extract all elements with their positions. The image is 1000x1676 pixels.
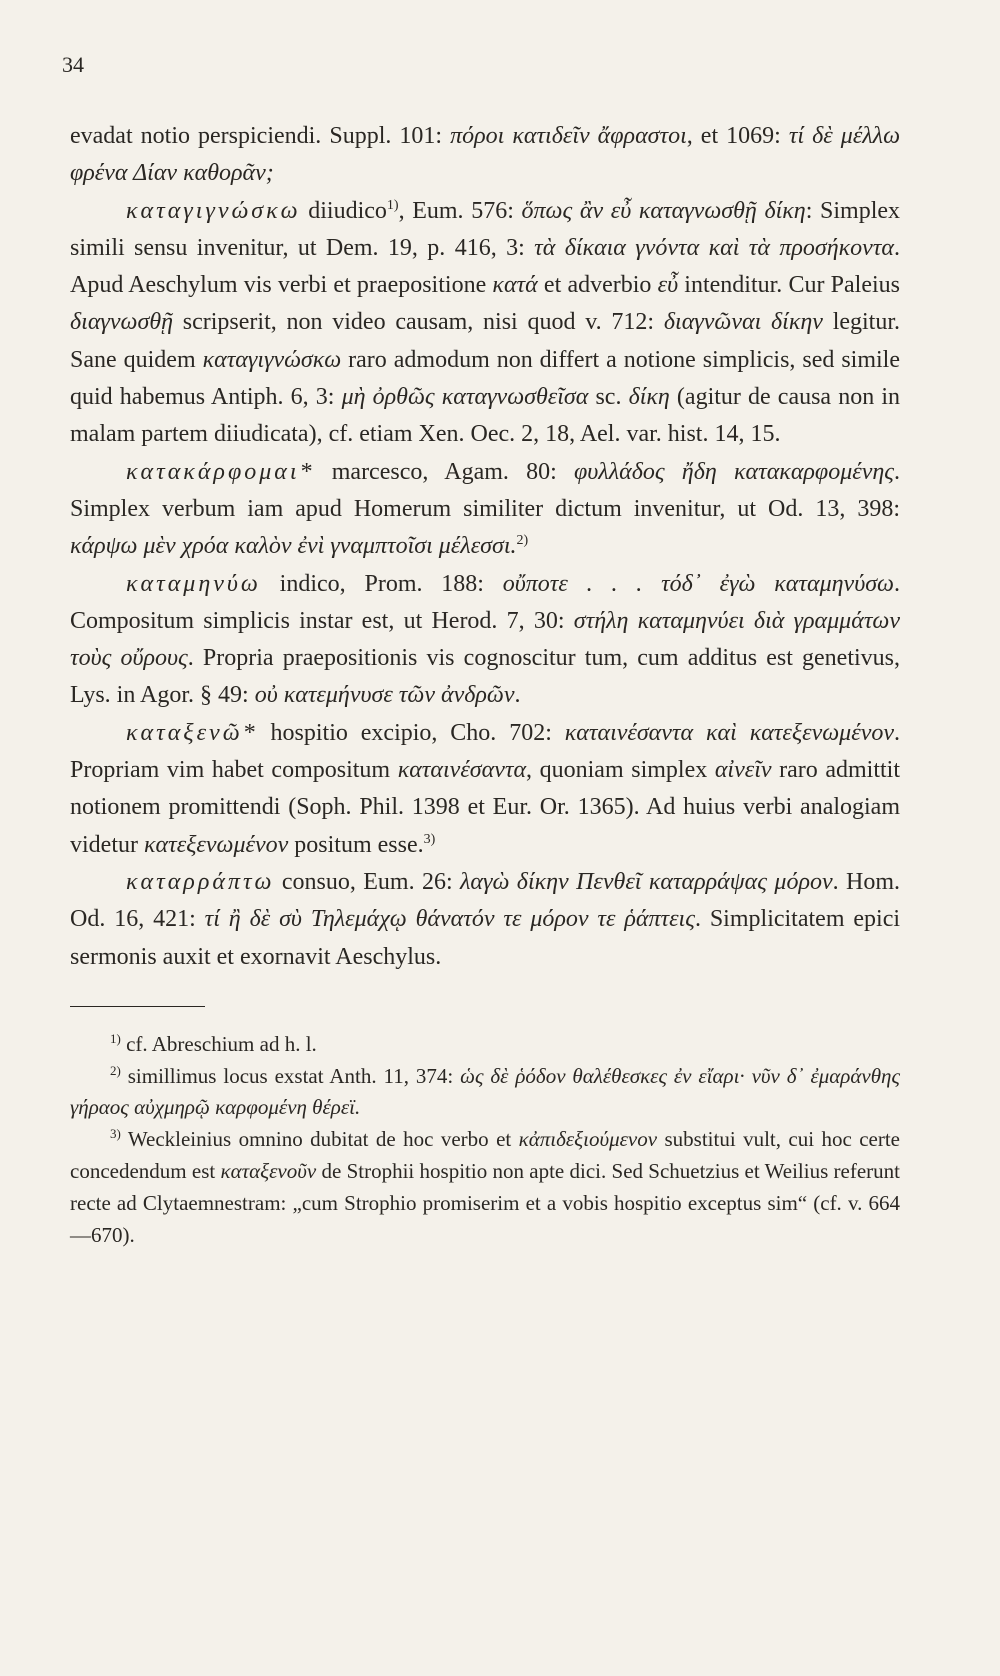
greek-quotation: καταξενοῦν xyxy=(220,1159,317,1184)
text-run: , quoniam simplex xyxy=(526,757,715,784)
footnote-rule xyxy=(70,1006,205,1007)
greek-quotation: λαγὼ δίκην Πενθεῖ καταρράψας μόρον xyxy=(460,868,833,895)
greek-quotation: οὐ κατεμήνυσε τῶν ἀνδρῶν xyxy=(254,682,515,709)
entry-katamenyo xyxy=(70,566,900,715)
greek-quotation: καταινέσαντα xyxy=(397,757,527,784)
text-run: de Strophii hospitio non apte dici. Sed Schuetzius et Weilius referunt recte ad Clytaemnestram: „cum Strophio promiserim et a vobis hospitio exceptus sim“ (cf. v. 664—670). xyxy=(70,1159,900,1247)
text-run: consuo, Eum. 26: xyxy=(274,868,461,895)
page-number: 34 xyxy=(62,52,84,77)
text-run: : Simplex simili sensu invenitur, ut Dem. 19, p. 416, 3: xyxy=(70,197,901,261)
text-run: marcesco, Agam. 80: xyxy=(314,458,575,485)
greek-quotation: τὰ δίκαια γνόντα καὶ τὰ προσήκοντα xyxy=(534,234,894,261)
text-run: , Eum. 576: xyxy=(398,197,522,224)
footnote-marker: 2) xyxy=(516,533,529,549)
greek-quotation: ὡς δὲ ῥόδον θαλέθεσκες ἐν εἴαρι· νῦν δ᾽ ἐμαράνθης γήραος αὐχμηρῷ καρφομένη θέρεϊ. xyxy=(70,1063,900,1120)
text-run: . Apud Aeschylum vis verbi et praepositione xyxy=(70,234,900,299)
text-run: . Simplex verbum iam apud Homerum similiter dictum invenitur, ut Od. 13, 398: xyxy=(70,458,901,522)
paragraph-continuation xyxy=(70,118,900,193)
text-run: . Propriam vim habet compositum xyxy=(70,719,900,784)
greek-quotation: διαγνῶναι δίκην xyxy=(663,309,823,336)
text-run: diiudico xyxy=(300,197,387,224)
greek-quotation: φυλλάδος ἤδη κατακαρφομένης xyxy=(574,458,895,485)
text-run: sc. xyxy=(588,384,629,411)
text-run: raro admodum non differt a notione simplicis, sed simile quid habemus Antiph. 6, 3: xyxy=(70,346,901,411)
text-run: . Simplicitatem epici sermonis auxit et exornavit Aeschylus. xyxy=(70,906,901,970)
greek-quotation: ὅπως ἂν εὖ καταγνωσθῇ δίκη xyxy=(521,197,806,224)
greek-quotation: αἰνεῖν xyxy=(714,757,772,784)
footnote-1 xyxy=(70,1029,900,1061)
text-run: simillimus locus exstat Anth. 11, 374: xyxy=(120,1063,461,1088)
greek-quotation: τί ἢ δὲ σὺ Τηλεμάχῳ θάνατόν τε μόρον τε ῥάπτεις xyxy=(204,906,695,933)
greek-quotation: τί δὲ μέλλω φρένα Δίαν καθορᾶν; xyxy=(70,123,901,187)
greek-quotation: εὖ xyxy=(657,272,679,299)
text-run: positum esse. xyxy=(288,831,424,858)
greek-quotation: διαγνωσθῇ xyxy=(70,309,174,336)
text-run: hospitio excipio, Cho. 702: xyxy=(257,719,565,746)
text-run: . Propria praepositionis vis cognoscitur tum, cum additus est genetivus, Lys. in Agor. § 49: xyxy=(70,645,900,709)
text-run: . Compositum simplicis instar est, ut Herod. 7, 30: xyxy=(70,570,900,634)
footnote-number: 2) xyxy=(110,1062,121,1078)
greek-quotation: καταινέσαντα καὶ κατεξενωμένον xyxy=(564,719,894,746)
lemma-headword: καταμηνύω xyxy=(126,570,261,597)
text-run: , et 1069: xyxy=(686,123,789,149)
greek-quotation: κάρψω μὲν χρόα καλὸν ἐνὶ γναμπτοῖσι μέλεσσι. xyxy=(70,533,517,560)
text-run: raro admittit notionem promittendi (Soph. Phil. 1398 et Eur. Or. 1365). Ad huius verbi analogiam videtur xyxy=(70,757,901,858)
main-text xyxy=(70,118,900,976)
text-run: . xyxy=(514,682,521,709)
entry-kataxeno xyxy=(70,715,900,864)
footnote-2 xyxy=(70,1061,900,1125)
text-run: . Hom. Od. 16, 421: xyxy=(70,868,901,933)
text-run: (agitur de causa non in malam partem diiudicata), cf. etiam Xen. Oec. 2, 18, Ael. var. hist. 14, 15. xyxy=(70,384,900,448)
text-run: scripserit, non video causam, nisi quod v. 712: xyxy=(173,309,664,336)
greek-quotation: μὴ ὀρθῶς καταγνωσθεῖσα xyxy=(341,384,589,411)
greek-quotation: πόροι κατιδεῖν ἄφραστοι xyxy=(450,123,687,149)
greek-quotation: κἀπιδεξιούμενον xyxy=(518,1127,658,1152)
greek-quotation: κατεξενωμένον xyxy=(143,831,289,858)
greek-quotation: κατά xyxy=(492,272,538,299)
greek-quotation: στήλη καταμηνύει διὰ γραμμάτων τοὺς οὔρους xyxy=(70,607,901,672)
text-run: evadat notio perspiciendi. Suppl. 101: xyxy=(70,123,451,149)
text-run: et adverbio xyxy=(537,272,658,299)
footnote-3 xyxy=(70,1124,900,1251)
lemma-headword: καταρράπτω xyxy=(126,868,275,895)
lemma-headword: καταγιγνώσκω xyxy=(126,197,301,224)
footnote-marker: 1) xyxy=(386,197,399,213)
text-run: cf. Abreschium ad h. l. xyxy=(120,1031,317,1056)
footnote-number: 1) xyxy=(110,1030,121,1046)
text-run: substitui vult, cui hoc certe concedendum est xyxy=(70,1127,900,1184)
text-run: Weckleinius omnino dubitat de hoc verbo et xyxy=(120,1127,519,1152)
greek-quotation: καταγιγνώσκω xyxy=(202,346,342,373)
entry-katagignosko xyxy=(70,193,900,454)
footnote-marker: 3) xyxy=(423,831,436,847)
lemma-headword: κατακάρφομαι* xyxy=(126,458,315,485)
entry-katakarphomai xyxy=(70,454,900,566)
footnotes xyxy=(70,1029,900,1252)
greek-quotation: δίκη xyxy=(628,384,670,411)
entry-katarrhapto xyxy=(70,864,900,976)
text-run: indico, Prom. 188: xyxy=(260,570,503,597)
text-run: legitur. Sane quidem xyxy=(70,309,901,373)
text-run: intenditur. Cur Paleius xyxy=(678,272,900,299)
lemma-headword: καταξενῶ* xyxy=(126,719,258,746)
greek-quotation: οὔποτε . . . τόδ᾽ ἐγὼ καταμηνύσω xyxy=(502,570,894,597)
footnote-number: 3) xyxy=(110,1126,121,1142)
